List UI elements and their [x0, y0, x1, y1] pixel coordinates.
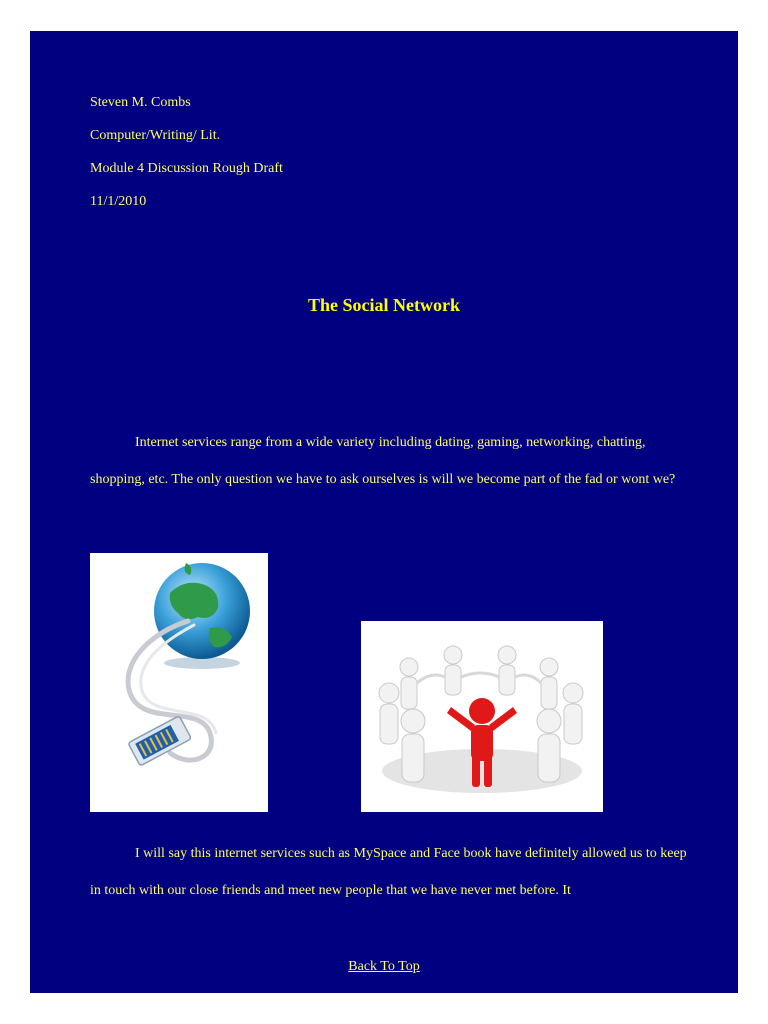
people-circle-icon [361, 621, 603, 812]
paragraph-social-sites: I will say this internet services such as MySpace and Face book have definitely allowed us to keep in touch with our close friends and meet new people that we have never met before. It [90, 846, 687, 898]
people-circle-image [361, 621, 603, 812]
paragraph-intro: Internet services range from a wide variety including dating, gaming, networking, chatting, shopping, etc. The only question we have to ask ourselves is will we become part of the fad or wont we? [90, 435, 676, 487]
document-page [30, 31, 738, 993]
assignment-name: Module 4 Discussion Rough Draft [90, 161, 283, 176]
author-name: Steven M. Combs [90, 95, 191, 110]
globe-cable-image [90, 553, 268, 812]
document-date: 11/1/2010 [90, 194, 147, 209]
course-name: Computer/Writing/ Lit. [90, 128, 221, 143]
globe-with-network-cable-icon [90, 553, 268, 812]
back-to-top-link[interactable]: Back To Top [348, 959, 420, 974]
page-title: The Social Network [308, 295, 460, 315]
